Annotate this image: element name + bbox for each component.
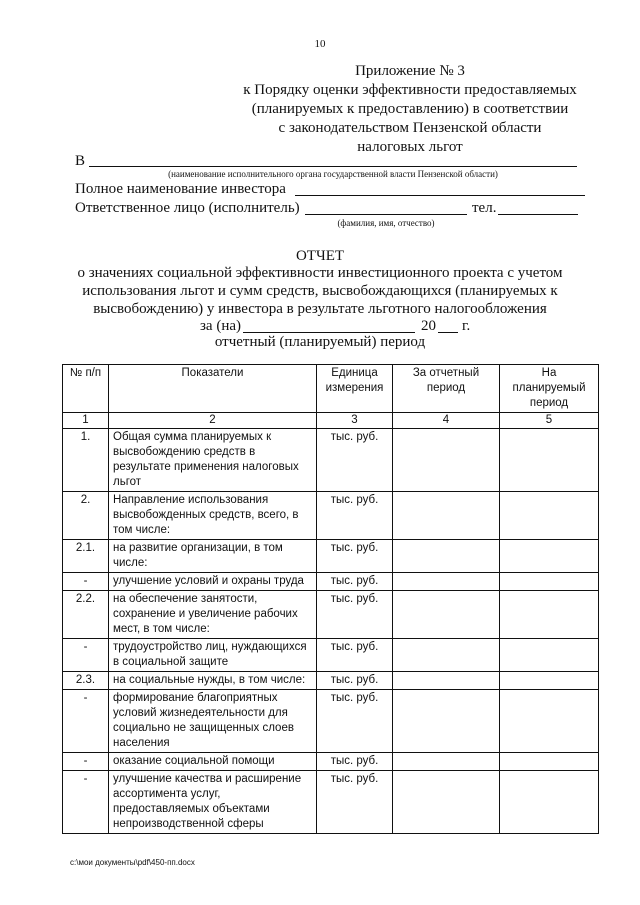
appendix-line-4: с законодательством Пензенской области bbox=[278, 120, 542, 136]
table-row bbox=[63, 540, 599, 573]
row-planned-value[interactable] bbox=[500, 573, 599, 591]
row-indicator: Общая сумма планируемых к высвобождению средств в результате применения налоговых льгот bbox=[109, 429, 317, 492]
row-unit: тыс. руб. bbox=[317, 429, 393, 492]
table-row bbox=[63, 771, 599, 834]
row-number: - bbox=[63, 690, 109, 753]
column-number: 1 bbox=[63, 413, 109, 429]
organ-caption: (наименование исполнительного органа государственной власти Пензенской области) bbox=[168, 169, 498, 179]
column-number: 4 bbox=[393, 413, 500, 429]
row-indicator: на обеспечение занятости, сохранение и увеличение рабочих мест, в том числе: bbox=[109, 591, 317, 639]
appendix-line-5: налоговых льгот bbox=[357, 139, 463, 155]
table-row bbox=[63, 591, 599, 639]
row-unit: тыс. руб. bbox=[317, 639, 393, 672]
appendix-line-2: к Порядку оценки эффективности предоставляемых bbox=[243, 82, 577, 98]
row-number: - bbox=[63, 639, 109, 672]
header-planned: На планируемый период bbox=[500, 365, 599, 413]
report-table bbox=[62, 364, 599, 834]
organ-fill-line[interactable] bbox=[89, 152, 577, 167]
period-year-fill-line[interactable] bbox=[438, 318, 458, 333]
row-planned-value[interactable] bbox=[500, 639, 599, 672]
table-row bbox=[63, 672, 599, 690]
row-unit: тыс. руб. bbox=[317, 690, 393, 753]
row-indicator: оказание социальной помощи bbox=[109, 753, 317, 771]
appendix-line-1: Приложение № 3 bbox=[355, 63, 465, 79]
row-indicator: улучшение условий и охраны труда bbox=[109, 573, 317, 591]
row-unit: тыс. руб. bbox=[317, 492, 393, 540]
column-number: 2 bbox=[109, 413, 317, 429]
row-planned-value[interactable] bbox=[500, 771, 599, 834]
report-heading: ОТЧЕТ bbox=[295, 248, 345, 264]
row-number: 1. bbox=[63, 429, 109, 492]
row-number: - bbox=[63, 771, 109, 834]
row-reported-value[interactable] bbox=[393, 753, 500, 771]
row-unit: тыс. руб. bbox=[317, 573, 393, 591]
phone-label: тел. bbox=[472, 200, 497, 216]
row-indicator: формирование благоприятных условий жизнедеятельности для социально не защищенных слоев населения bbox=[109, 690, 317, 753]
row-unit: тыс. руб. bbox=[317, 540, 393, 573]
row-number: 2.3. bbox=[63, 672, 109, 690]
row-planned-value[interactable] bbox=[500, 672, 599, 690]
row-number: - bbox=[63, 573, 109, 591]
header-unit: Единица измерения bbox=[317, 365, 393, 413]
row-planned-value[interactable] bbox=[500, 753, 599, 771]
footer-file-path: c:\мои документы\pdf\450-пп.docx bbox=[70, 858, 195, 867]
table-row bbox=[63, 753, 599, 771]
row-indicator: Направление использования высвобожденных средств, всего, в том числе: bbox=[109, 492, 317, 540]
header-num: № п/п bbox=[63, 365, 109, 413]
row-reported-value[interactable] bbox=[393, 573, 500, 591]
period-caption: отчетный (планируемый) период bbox=[214, 334, 426, 350]
row-reported-value[interactable] bbox=[393, 429, 500, 492]
period-year: 20 bbox=[421, 318, 436, 334]
row-indicator: трудоустройство лиц, нуждающихся в социальной защите bbox=[109, 639, 317, 672]
period-suffix: г. bbox=[462, 318, 471, 334]
page-number: 10 bbox=[314, 38, 326, 50]
row-planned-value[interactable] bbox=[500, 690, 599, 753]
row-indicator: улучшение качества и расширение ассортимента услуг, предоставляемых объектами непроизводственной сферы bbox=[109, 771, 317, 834]
row-reported-value[interactable] bbox=[393, 690, 500, 753]
report-subtitle bbox=[60, 264, 580, 318]
row-planned-value[interactable] bbox=[500, 429, 599, 492]
row-planned-value[interactable] bbox=[500, 591, 599, 639]
appendix-block bbox=[240, 62, 580, 157]
row-reported-value[interactable] bbox=[393, 771, 500, 834]
to-prefix: В bbox=[75, 153, 86, 169]
report-line-2: использования льгот и сумм средств, высвобождающихся (планируемых к bbox=[82, 283, 558, 299]
column-number: 5 bbox=[500, 413, 599, 429]
table-row bbox=[63, 429, 599, 492]
phone-fill-line[interactable] bbox=[498, 200, 578, 215]
table-row bbox=[63, 492, 599, 540]
row-reported-value[interactable] bbox=[393, 639, 500, 672]
appendix-line-3: (планируемых к предоставлению) в соответствии bbox=[251, 101, 569, 117]
responsible-label: Ответственное лицо (исполнитель) bbox=[75, 200, 300, 216]
row-unit: тыс. руб. bbox=[317, 753, 393, 771]
report-line-3: высвобождению) у инвестора в результате льготного налогообложения bbox=[93, 301, 547, 317]
header-reported: За отчетный период bbox=[393, 365, 500, 413]
row-unit: тыс. руб. bbox=[317, 771, 393, 834]
row-planned-value[interactable] bbox=[500, 492, 599, 540]
row-reported-value[interactable] bbox=[393, 672, 500, 690]
table-row bbox=[63, 639, 599, 672]
row-unit: тыс. руб. bbox=[317, 672, 393, 690]
table-row bbox=[63, 573, 599, 591]
investor-fill-line[interactable] bbox=[295, 181, 585, 196]
table-row bbox=[63, 690, 599, 753]
row-number: 2.2. bbox=[63, 591, 109, 639]
row-indicator: на развитие организации, в том числе: bbox=[109, 540, 317, 573]
row-number: - bbox=[63, 753, 109, 771]
fio-caption: (фамилия, имя, отчество) bbox=[337, 218, 435, 228]
responsible-fill-line[interactable] bbox=[305, 200, 467, 215]
report-line-1: о значениях социальной эффективности инвестиционного проекта с учетом bbox=[77, 265, 563, 281]
row-number: 2.1. bbox=[63, 540, 109, 573]
row-reported-value[interactable] bbox=[393, 591, 500, 639]
column-number: 3 bbox=[317, 413, 393, 429]
row-unit: тыс. руб. bbox=[317, 591, 393, 639]
period-prefix: за (на) bbox=[200, 318, 242, 334]
period-fill-line[interactable] bbox=[243, 318, 415, 333]
row-reported-value[interactable] bbox=[393, 540, 500, 573]
investor-label: Полное наименование инвестора bbox=[75, 181, 286, 197]
header-indicators: Показатели bbox=[109, 365, 317, 413]
row-reported-value[interactable] bbox=[393, 492, 500, 540]
row-number: 2. bbox=[63, 492, 109, 540]
row-planned-value[interactable] bbox=[500, 540, 599, 573]
row-indicator: на социальные нужды, в том числе: bbox=[109, 672, 317, 690]
